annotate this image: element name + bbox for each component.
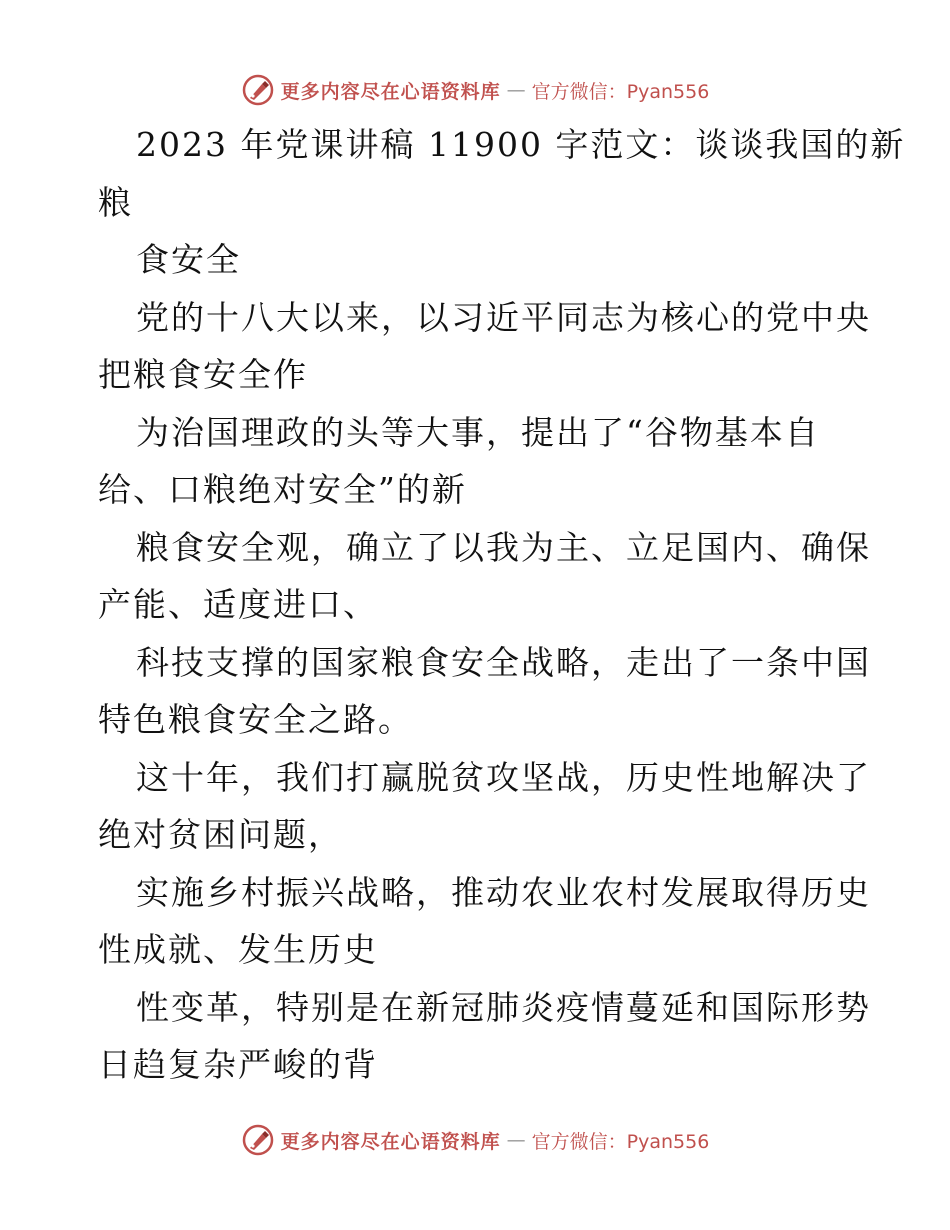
document-line: 把粮食安全作 [98,355,308,394]
pen-nib-logo-icon [241,1123,275,1157]
document-line: 绝对贫困问题， [98,815,343,854]
watermark-contact-text: 官方微信：Pyan556 [531,80,710,103]
document-line: 给、口粮绝对安全”的新 [98,470,467,509]
document-line: 特色粮食安全之路。 [98,700,413,739]
document-line: 实施乡村振兴战略，推动农业农村发展取得历史 [136,872,871,912]
document-line: 2023 年党课讲稿 11900 字范文：谈谈我国的新 [136,125,906,164]
document-body [98,116,906,1094]
document-line: 性成就、发生历史 [98,930,378,969]
document-line: 党的十八大以来，以习近平同志为核心的党中央 [136,297,871,337]
pen-nib-logo-icon [241,73,275,107]
watermark-separator: — [506,79,526,101]
document-line: 产能、适度进口、 [98,585,378,624]
watermark-contact-text: 官方微信：Pyan556 [531,1130,710,1153]
watermark-brand-text: 更多内容尽在心语资料库 [280,1130,501,1153]
document-line: 日趋复杂严峻的背 [98,1045,378,1084]
header-watermark [0,70,950,110]
document-line: 粮食安全观，确立了以我为主、立足国内、确保 [136,527,871,567]
document-line: 粮 [98,182,133,222]
document-line: 这十年，我们打赢脱贫攻坚战，历史性地解决了 [136,757,871,797]
document-line: 为治国理政的头等大事，提出了“谷物基本自 [136,412,820,452]
watermark-brand-text: 更多内容尽在心语资料库 [280,80,501,103]
document-line: 性变革，特别是在新冠肺炎疫情蔓延和国际形势 [136,987,871,1027]
document-line: 科技支撑的国家粮食安全战略，走出了一条中国 [136,642,871,682]
footer-watermark [0,1120,950,1160]
watermark-separator: — [506,1129,526,1151]
document-line: 食安全 [136,240,241,279]
